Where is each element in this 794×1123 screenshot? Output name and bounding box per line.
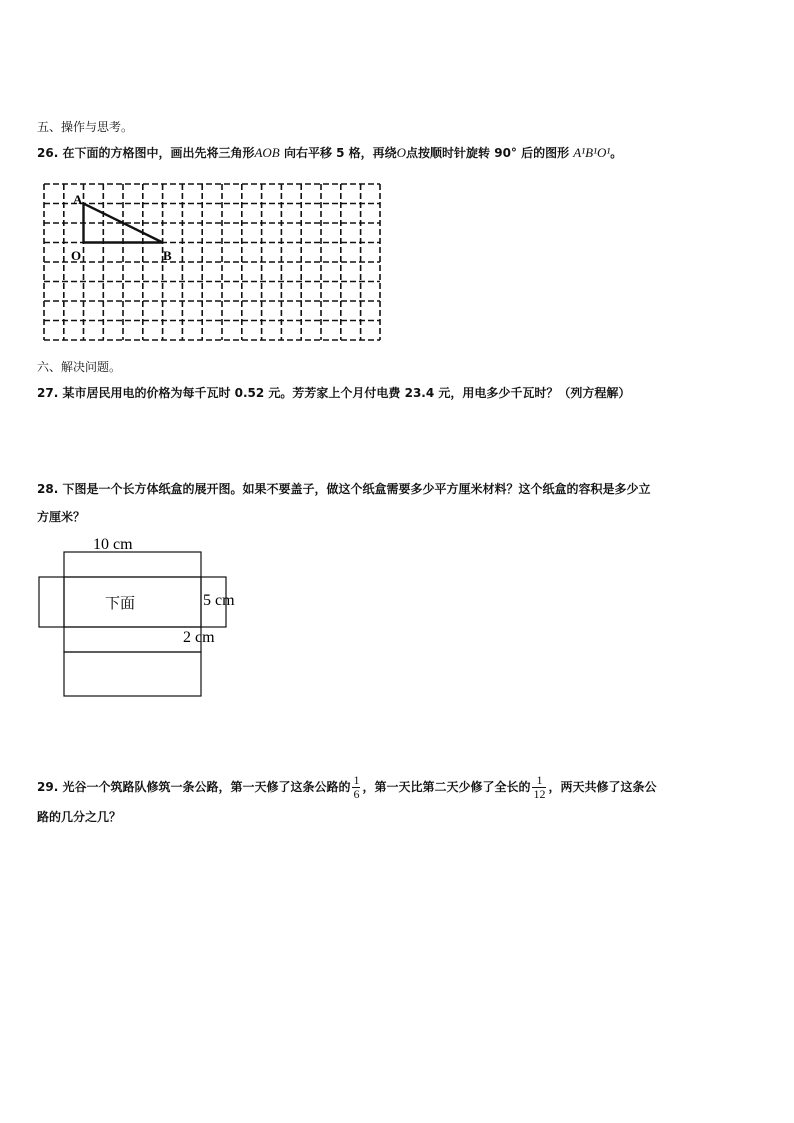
label-bottom: 下面 bbox=[105, 596, 136, 612]
fraction-one-sixth: $\frac{1}{6}$ bbox=[353, 773, 360, 801]
fraction-one-twelfth: $\frac{1}{12}$ bbox=[533, 773, 546, 801]
question-26-text-before: 在下面的方格图中，画出先将三角形 bbox=[62, 146, 255, 160]
question-29-line1 bbox=[37, 774, 657, 801]
question-28-text: 下图是一个长方体纸盒的展开图。如果不要盖子，做这个纸盒需要多少平方厘米材料？这个纸盒的容积是多少立 bbox=[62, 482, 651, 496]
label-width: 5 cm bbox=[203, 592, 235, 609]
label-length: 10 cm bbox=[93, 536, 133, 553]
triangle-aob bbox=[84, 204, 163, 243]
question-29-part1: 光谷一个筑路队修筑一条公路，第一天修了这条公路的 bbox=[62, 780, 351, 794]
question-26 bbox=[37, 145, 622, 161]
result-figure-name: A¹B¹O¹ bbox=[573, 145, 611, 160]
net-extra-face bbox=[64, 652, 201, 696]
question-28-line1 bbox=[37, 481, 650, 497]
question-27 bbox=[37, 385, 630, 401]
label-b: B bbox=[163, 248, 172, 263]
question-26-text-after: 点按顺时针旋转 90° 后的图形 bbox=[406, 146, 570, 160]
label-o: O bbox=[71, 248, 82, 263]
section-5-heading: 五、操作与思考。 bbox=[37, 120, 134, 134]
question-29-part3: ，两天共修了这条公 bbox=[548, 780, 657, 794]
question-26-number: 26. bbox=[37, 146, 59, 160]
grid-figure bbox=[40, 180, 385, 345]
point-o: O bbox=[396, 145, 407, 160]
dashed-grid bbox=[44, 184, 380, 340]
question-29-line2: 路的几分之几？ bbox=[37, 810, 122, 824]
question-29-number: 29. bbox=[37, 780, 59, 794]
question-26-end: 。 bbox=[610, 146, 623, 160]
question-29-part2: ，第一天比第二天少修了全长的 bbox=[362, 780, 531, 794]
question-28-number: 28. bbox=[37, 482, 59, 496]
question-27-text: 某市居民用电的价格为每千瓦时 0.52 元。芳芳家上个月付电费 23.4 元，用电多少千瓦时？（列方程解） bbox=[62, 386, 631, 400]
section-6-heading: 六、解决问题。 bbox=[37, 360, 122, 374]
question-27-number: 27. bbox=[37, 386, 59, 400]
net-left-face bbox=[39, 577, 64, 627]
question-28-line2: 方厘米？ bbox=[37, 510, 86, 524]
net-front-face bbox=[64, 627, 201, 652]
label-a: A bbox=[73, 192, 83, 207]
question-26-text-mid: 向右平移 5 格，再绕 bbox=[283, 146, 397, 160]
net-back-face bbox=[64, 552, 201, 577]
label-height: 2 cm bbox=[183, 629, 215, 646]
box-net-figure bbox=[35, 530, 265, 700]
triangle-name: AOB bbox=[254, 145, 280, 160]
